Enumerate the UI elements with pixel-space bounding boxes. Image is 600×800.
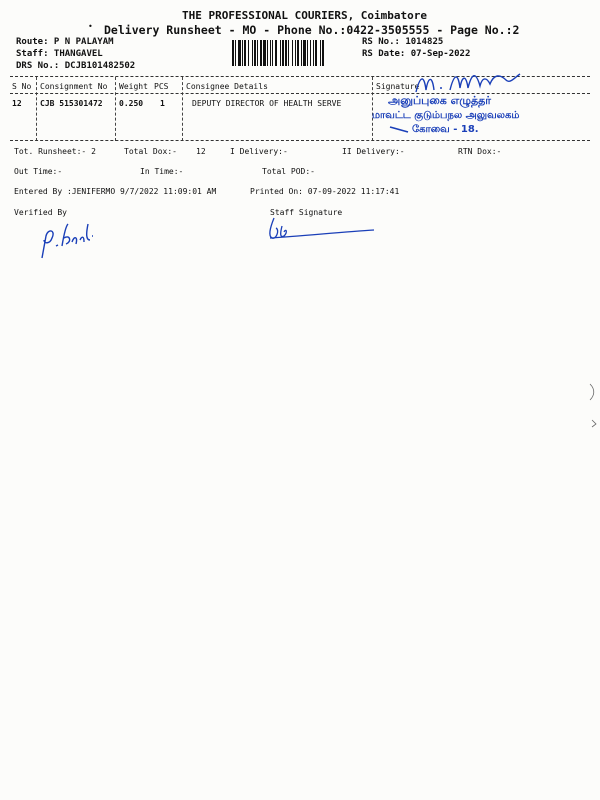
col-header-sno: S No xyxy=(12,82,32,91)
table-bottom-rule xyxy=(10,140,590,141)
total-pod: Total POD:- xyxy=(262,167,315,176)
printed-on: Printed On: 07-09-2022 11:17:41 xyxy=(250,187,400,196)
rtn-dox: RTN Dox:- xyxy=(458,147,502,156)
row-consignee: DEPUTY DIRECTOR OF HEALTH SERVE xyxy=(192,99,342,108)
row-weight: 0.250 xyxy=(119,99,144,108)
out-time: Out Time:- xyxy=(14,167,63,176)
entered-by: Entered By :JENIFERMO 9/7/2022 11:09:01 AM xyxy=(14,187,217,196)
col-header-consignee: Consignee Details xyxy=(186,82,268,91)
col-header-signature: Signature xyxy=(376,82,420,91)
margin-mark xyxy=(586,380,598,430)
col-header-weight: Weight xyxy=(119,82,148,91)
staff-signature xyxy=(262,214,382,244)
stamp-dash-icon xyxy=(388,124,412,134)
tot-runsheet: Tot. Runsheet:- 2 xyxy=(14,147,96,156)
staff-label: Staff: THANGAVEL xyxy=(16,49,103,59)
row-sno: 12 xyxy=(12,99,22,108)
i-delivery: I Delivery:- xyxy=(230,147,288,156)
verified-by-label: Verified By xyxy=(14,208,67,217)
route-label: Route: P N PALAYAM xyxy=(16,37,114,47)
total-dox-value: 12 xyxy=(196,147,206,156)
stamp-line-1: அனுப்புகை எழுத்தர் xyxy=(388,94,492,107)
rs-number: RS No.: 1014825 xyxy=(362,37,444,47)
verifier-signature xyxy=(34,216,104,264)
col-header-consignment: Consignment No xyxy=(40,82,108,91)
col-divider xyxy=(36,77,37,141)
rs-date: RS Date: 07-Sep-2022 xyxy=(362,49,471,59)
col-header-pcs: PCS xyxy=(154,82,169,91)
company-title: THE PROFESSIONAL COURIERS, Coimbatore xyxy=(182,9,428,22)
col-divider xyxy=(182,77,183,141)
col-divider xyxy=(115,77,116,141)
runsheet-barcode xyxy=(232,40,354,66)
in-time: In Time:- xyxy=(140,167,184,176)
row-pcs: 1 xyxy=(160,99,165,108)
drs-number: DRS No.: DCJB101482502 xyxy=(16,61,136,71)
runsheet-title: Delivery Runsheet - MO - Phone No.:0422-3505555 - Page No.:2 xyxy=(104,23,520,37)
total-dox-label: Total Dox:- xyxy=(124,147,177,156)
staff-signature-label: Staff Signature xyxy=(270,208,343,217)
row-consignment-no: CJB 515301472 xyxy=(40,99,103,108)
stamp-line-2: மாவட்ட குடும்பநல அலுவலகம் xyxy=(372,110,520,121)
stamp-line-3: கோவை - 18. xyxy=(412,124,479,135)
bullet-mark: • xyxy=(88,22,93,31)
col-divider xyxy=(372,77,373,141)
ii-delivery: II Delivery:- xyxy=(342,147,405,156)
